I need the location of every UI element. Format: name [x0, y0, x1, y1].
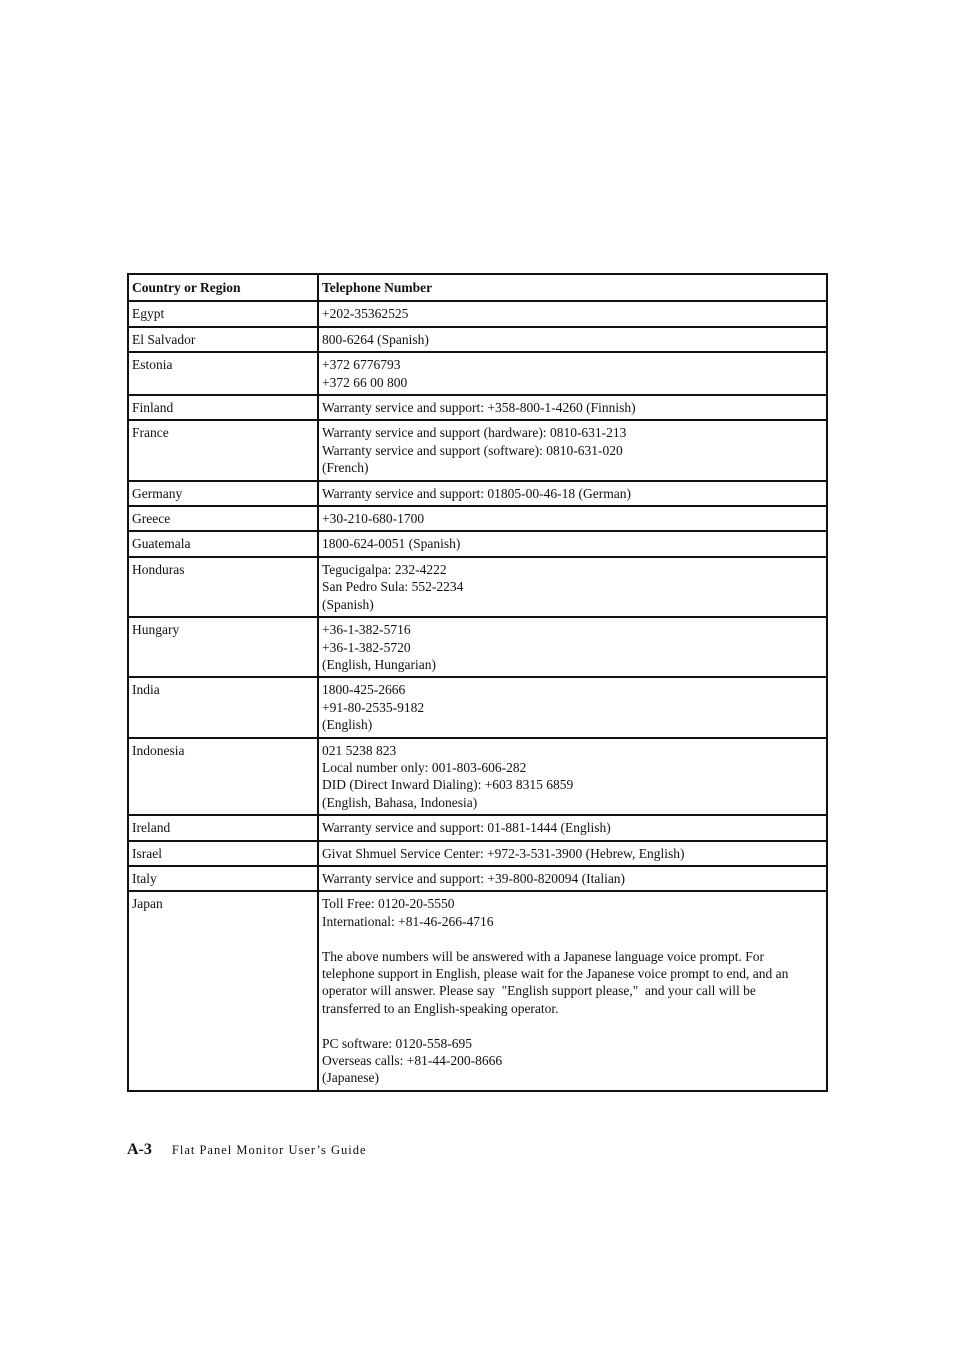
table-row [128, 866, 827, 891]
phone-cell-line: (French) [322, 460, 369, 476]
country-cell: El Salvador [128, 327, 318, 352]
country-cell: India [128, 677, 318, 737]
phone-cell-line: (English) [322, 717, 373, 733]
phone-cell-line: Warranty service and support: +39-800-820094 (Italian) [322, 870, 626, 886]
table-row [128, 677, 827, 737]
phone-cell-line: The above numbers will be answered with a Japanese language voice prompt. For [322, 948, 764, 964]
phone-cell-line: Warranty service and support (hardware): 0810-631-213 [322, 425, 627, 441]
table-row [128, 557, 827, 617]
phone-cell [318, 301, 827, 326]
phone-cell-line: (Spanish) [322, 596, 374, 612]
phone-cell [318, 420, 827, 480]
country-cell: Italy [128, 866, 318, 891]
country-cell: Israel [128, 841, 318, 866]
phone-cell-line: Toll Free: 0120-20-5550 [322, 896, 455, 912]
phone-cell-line: +372 66 00 800 [322, 374, 408, 390]
phone-cell-line: telephone support in English, please wait for the Japanese voice prompt to end, and an [322, 965, 789, 981]
phone-cell-line: Tegucigalpa: 232-4222 [322, 561, 447, 577]
phone-cell [318, 327, 827, 352]
table-row [128, 738, 827, 816]
table-row [128, 481, 827, 506]
phone-cell-line: Warranty service and support: +358-800-1-4260 (Finnish) [322, 400, 636, 416]
phone-cell-line: +36-1-382-5720 [322, 639, 411, 655]
phone-cell [318, 866, 827, 891]
phone-cell-line: International: +81-46-266-4716 [322, 913, 494, 929]
phone-cell-line: 021 5238 823 [322, 742, 397, 758]
phone-cell-line: Givat Shmuel Service Center: +972-3-531-3900 (Hebrew, English) [322, 845, 685, 861]
table-header-row [128, 274, 827, 301]
table-row [128, 891, 827, 1090]
phone-cell [318, 506, 827, 531]
phone-cell [318, 395, 827, 420]
country-cell: Honduras [128, 557, 318, 617]
phone-cell [318, 815, 827, 840]
phone-cell-line: 1800-624-0051 (Spanish) [322, 536, 461, 552]
phone-cell-line: +202-35362525 [322, 306, 409, 322]
phone-cell-line: +36-1-382-5716 [322, 622, 411, 638]
phone-cell [318, 617, 827, 677]
table-row [128, 301, 827, 326]
phone-cell-line: 800-6264 (Spanish) [322, 331, 429, 347]
phone-cell-line: operator will answer. Please say "English support please," and your call will be [322, 983, 756, 999]
phone-cell-line: Warranty service and support: 01805-00-46-18 (German) [322, 485, 631, 501]
phone-cell-line: +91-80-2535-9182 [322, 699, 425, 715]
phone-cell-line: (Japanese) [322, 1070, 379, 1086]
country-cell: Germany [128, 481, 318, 506]
table-row [128, 617, 827, 677]
phone-cell-line [322, 1017, 823, 1034]
phone-cell [318, 481, 827, 506]
phone-cell [318, 557, 827, 617]
phone-cell [318, 891, 827, 1090]
phone-cell-line: San Pedro Sula: 552-2234 [322, 579, 464, 595]
phone-cell-line: (English, Hungarian) [322, 656, 436, 672]
phone-cell-line: Overseas calls: +81-44-200-8666 [322, 1053, 503, 1068]
phone-cell-line [322, 930, 823, 947]
country-cell: France [128, 420, 318, 480]
phone-cell [318, 531, 827, 556]
phone-cell [318, 352, 827, 395]
country-cell: Japan [128, 891, 318, 1090]
phone-cell-line: +30-210-680-1700 [322, 511, 425, 527]
phone-cell-line: Warranty service and support: 01-881-1444 (English) [322, 820, 611, 836]
phone-cell-line: Local number only: 001-803-606-282 [322, 759, 527, 775]
page-number: A-3 [127, 1141, 152, 1158]
page-footer [127, 1141, 367, 1159]
support-phone-table [127, 273, 828, 1092]
phone-cell [318, 677, 827, 737]
phone-cell-line: PC software: 0120-558-695 [322, 1035, 472, 1051]
table-body [128, 301, 827, 1090]
country-cell: Indonesia [128, 738, 318, 816]
country-cell: Estonia [128, 352, 318, 395]
country-cell: Finland [128, 395, 318, 420]
table-row [128, 531, 827, 556]
phone-cell-line: 1800-425-2666 [322, 682, 406, 698]
table-row [128, 420, 827, 480]
table-row [128, 395, 827, 420]
country-cell: Hungary [128, 617, 318, 677]
country-cell: Ireland [128, 815, 318, 840]
phone-cell-line: Warranty service and support (software): 0810-631-020 [322, 442, 623, 458]
table-row [128, 327, 827, 352]
footer-doc-title: Flat Panel Monitor User’s Guide [171, 1143, 367, 1157]
table-row [128, 506, 827, 531]
phone-cell-line: (English, Bahasa, Indonesia) [322, 794, 478, 810]
phone-cell-line: +372 6776793 [322, 357, 401, 373]
phone-cell-line: transferred to an English-speaking operator. [322, 1000, 559, 1016]
country-cell: Guatemala [128, 531, 318, 556]
table-row [128, 815, 827, 840]
country-cell: Greece [128, 506, 318, 531]
phone-column-header: Telephone Number [318, 274, 827, 301]
table-row [128, 841, 827, 866]
country-cell: Egypt [128, 301, 318, 326]
phone-cell [318, 738, 827, 816]
table-row [128, 352, 827, 395]
phone-cell [318, 841, 827, 866]
country-column-header: Country or Region [128, 274, 318, 301]
phone-cell-line: DID (Direct Inward Dialing): +603 8315 6859 [322, 777, 574, 793]
